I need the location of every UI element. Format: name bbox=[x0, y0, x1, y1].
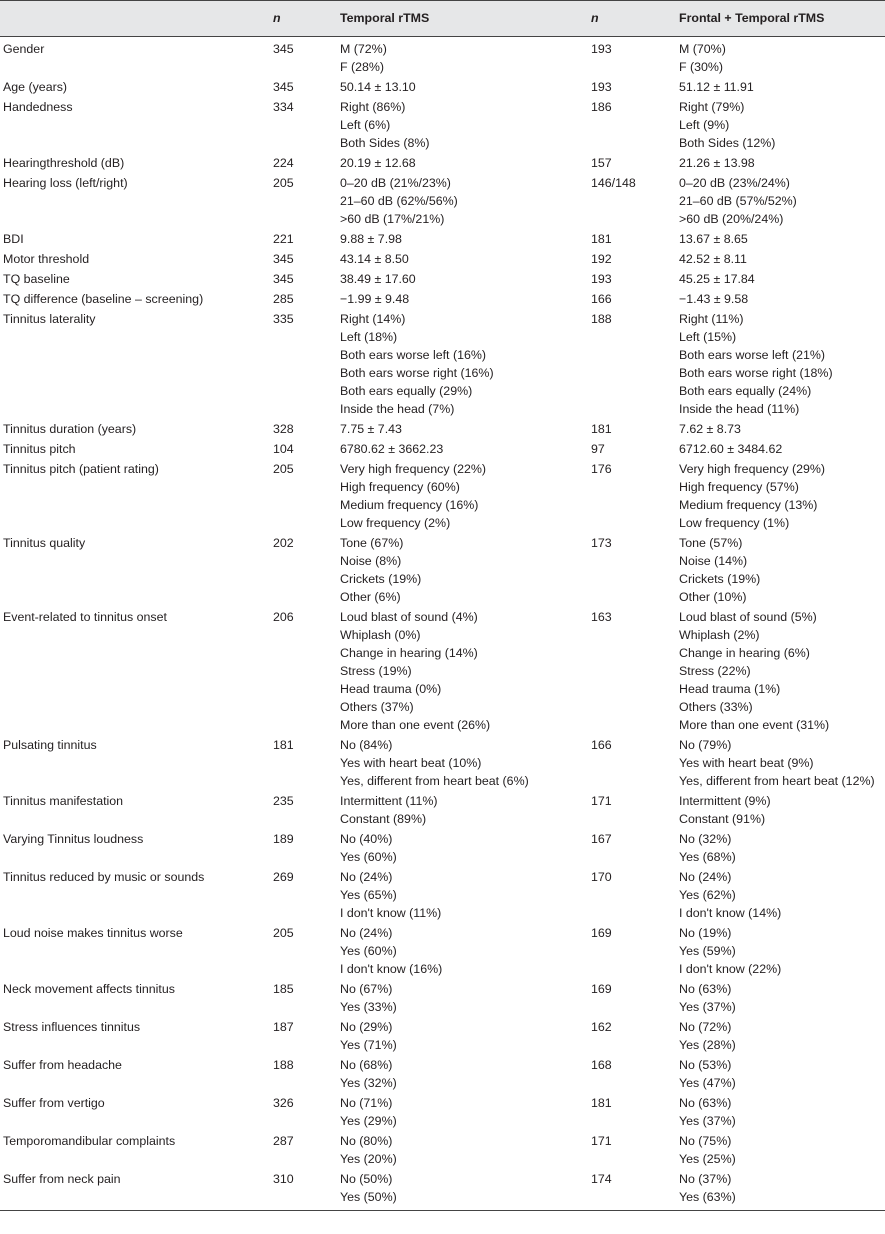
n-temporal: 287 bbox=[273, 1134, 294, 1148]
row-label: Tinnitus quality bbox=[3, 536, 86, 550]
frontal-temporal-values bbox=[676, 608, 885, 736]
value-line: Noise (14%) bbox=[679, 554, 748, 568]
value-line: >60 dB (17%/21%) bbox=[340, 212, 445, 226]
value-line: Yes (60%) bbox=[340, 850, 397, 864]
value-line: 20.19 ± 12.68 bbox=[340, 156, 416, 170]
temporal-values bbox=[337, 154, 588, 174]
n-temporal: 187 bbox=[273, 1020, 294, 1034]
n-temporal: 188 bbox=[273, 1058, 294, 1072]
temporal-values bbox=[337, 1018, 588, 1056]
value-line: Others (37%) bbox=[340, 700, 414, 714]
value-line: Head trauma (0%) bbox=[340, 682, 442, 696]
frontal-temporal-values bbox=[676, 736, 885, 792]
value-line: Whiplash (0%) bbox=[340, 628, 421, 642]
value-line: No (80%) bbox=[340, 1134, 393, 1148]
value-line: Intermittent (9%) bbox=[679, 794, 771, 808]
frontal-temporal-values bbox=[676, 174, 885, 230]
row-label: Tinnitus pitch (patient rating) bbox=[3, 462, 159, 476]
n-frontal-temporal: 166 bbox=[591, 738, 612, 752]
header-characteristic bbox=[0, 0, 270, 36]
value-line: Whiplash (2%) bbox=[679, 628, 760, 642]
value-line: Both ears equally (24%) bbox=[679, 384, 812, 398]
value-line: 6780.62 ± 3662.23 bbox=[340, 442, 444, 456]
value-line: Yes (59%) bbox=[679, 944, 736, 958]
value-line: High frequency (57%) bbox=[679, 480, 799, 494]
row-label: Neck movement affects tinnitus bbox=[3, 982, 175, 996]
value-line: Left (18%) bbox=[340, 330, 398, 344]
row-label: Hearingthreshold (dB) bbox=[3, 156, 125, 170]
value-line: 7.75 ± 7.43 bbox=[340, 422, 402, 436]
row-label: Suffer from neck pain bbox=[3, 1172, 121, 1186]
value-line: Loud blast of sound (5%) bbox=[679, 610, 817, 624]
value-line: 0–20 dB (21%/23%) bbox=[340, 176, 451, 190]
header-n-temporal: n bbox=[273, 11, 281, 25]
frontal-temporal-values bbox=[676, 1018, 885, 1056]
table-row bbox=[0, 1132, 885, 1170]
table-row bbox=[0, 1018, 885, 1056]
table-row bbox=[0, 830, 885, 868]
value-line: More than one event (26%) bbox=[340, 718, 491, 732]
row-label: Handedness bbox=[3, 100, 73, 114]
temporal-values bbox=[337, 792, 588, 830]
table-row bbox=[0, 980, 885, 1018]
table-row bbox=[0, 608, 885, 736]
value-line: Yes (63%) bbox=[679, 1190, 736, 1204]
row-label: Varying Tinnitus loudness bbox=[3, 832, 144, 846]
table-row bbox=[0, 250, 885, 270]
value-line: 21.26 ± 13.98 bbox=[679, 156, 755, 170]
table-row bbox=[0, 792, 885, 830]
n-temporal: 269 bbox=[273, 870, 294, 884]
value-line: High frequency (60%) bbox=[340, 480, 460, 494]
frontal-temporal-values bbox=[676, 924, 885, 980]
n-frontal-temporal: 193 bbox=[591, 272, 612, 286]
value-line: Tone (67%) bbox=[340, 536, 404, 550]
row-label: BDI bbox=[3, 232, 24, 246]
row-label: Hearing loss (left/right) bbox=[3, 176, 128, 190]
frontal-temporal-values bbox=[676, 868, 885, 924]
temporal-values bbox=[337, 250, 588, 270]
value-line: Other (6%) bbox=[340, 590, 401, 604]
table-row bbox=[0, 420, 885, 440]
value-line: Crickets (19%) bbox=[340, 572, 422, 586]
value-line: Low frequency (1%) bbox=[679, 516, 790, 530]
value-line: No (71%) bbox=[340, 1096, 393, 1110]
temporal-values bbox=[337, 230, 588, 250]
value-line: Yes (25%) bbox=[679, 1152, 736, 1166]
value-line: No (32%) bbox=[679, 832, 732, 846]
n-frontal-temporal: 181 bbox=[591, 1096, 612, 1110]
value-line: Constant (89%) bbox=[340, 812, 427, 826]
value-line: No (24%) bbox=[679, 870, 732, 884]
value-line: Tone (57%) bbox=[679, 536, 743, 550]
n-temporal: 202 bbox=[273, 536, 294, 550]
frontal-temporal-values bbox=[676, 230, 885, 250]
temporal-values bbox=[337, 608, 588, 736]
temporal-values bbox=[337, 290, 588, 310]
header-temporal-rtms: Temporal rTMS bbox=[340, 11, 430, 25]
row-label: Event-related to tinnitus onset bbox=[3, 610, 167, 624]
n-temporal: 334 bbox=[273, 100, 294, 114]
row-label: Tinnitus duration (years) bbox=[3, 422, 137, 436]
value-line: Yes (71%) bbox=[340, 1038, 397, 1052]
value-line: >60 dB (20%/24%) bbox=[679, 212, 784, 226]
n-frontal-temporal: 97 bbox=[591, 442, 605, 456]
value-line: Right (79%) bbox=[679, 100, 745, 114]
temporal-values bbox=[337, 1132, 588, 1170]
temporal-values bbox=[337, 36, 588, 78]
value-line: M (72%) bbox=[340, 42, 387, 56]
n-temporal: 206 bbox=[273, 610, 294, 624]
value-line: 7.62 ± 8.73 bbox=[679, 422, 741, 436]
value-line: Yes (32%) bbox=[340, 1076, 397, 1090]
n-temporal: 221 bbox=[273, 232, 294, 246]
table-row bbox=[0, 460, 885, 534]
value-line: Stress (19%) bbox=[340, 664, 412, 678]
frontal-temporal-values bbox=[676, 1170, 885, 1208]
value-line: F (30%) bbox=[679, 60, 724, 74]
row-label: Loud noise makes tinnitus worse bbox=[3, 926, 183, 940]
temporal-values bbox=[337, 1056, 588, 1094]
value-line: Very high frequency (22%) bbox=[340, 462, 487, 476]
n-frontal-temporal: 193 bbox=[591, 80, 612, 94]
value-line: Very high frequency (29%) bbox=[679, 462, 826, 476]
value-line: F (28%) bbox=[340, 60, 385, 74]
row-label: TQ baseline bbox=[3, 272, 70, 286]
value-line: Both ears worse left (16%) bbox=[340, 348, 486, 362]
row-label: Age (years) bbox=[3, 80, 68, 94]
frontal-temporal-values bbox=[676, 1132, 885, 1170]
row-label: Temporomandibular complaints bbox=[3, 1134, 176, 1148]
table-row bbox=[0, 924, 885, 980]
frontal-temporal-values bbox=[676, 792, 885, 830]
n-frontal-temporal: 171 bbox=[591, 1134, 612, 1148]
n-frontal-temporal: 166 bbox=[591, 292, 612, 306]
frontal-temporal-values bbox=[676, 830, 885, 868]
value-line: 13.67 ± 8.65 bbox=[679, 232, 748, 246]
table-row bbox=[0, 1056, 885, 1094]
temporal-values bbox=[337, 460, 588, 534]
table-row bbox=[0, 736, 885, 792]
value-line: Left (9%) bbox=[679, 118, 730, 132]
value-line: 51.12 ± 11.91 bbox=[679, 80, 754, 94]
value-line: No (24%) bbox=[340, 870, 393, 884]
frontal-temporal-values bbox=[676, 290, 885, 310]
frontal-temporal-values bbox=[676, 440, 885, 460]
n-temporal: 335 bbox=[273, 312, 294, 326]
value-line: Both ears equally (29%) bbox=[340, 384, 473, 398]
table-row bbox=[0, 230, 885, 250]
table-row bbox=[0, 270, 885, 290]
row-label: Stress influences tinnitus bbox=[3, 1020, 141, 1034]
row-label: Tinnitus reduced by music or sounds bbox=[3, 870, 205, 884]
value-line: Yes (20%) bbox=[340, 1152, 397, 1166]
value-line: More than one event (31%) bbox=[679, 718, 830, 732]
value-line: Right (14%) bbox=[340, 312, 406, 326]
n-temporal: 205 bbox=[273, 176, 294, 190]
row-label: Motor threshold bbox=[3, 252, 90, 266]
value-line: 6712.60 ± 3484.62 bbox=[679, 442, 783, 456]
header-n-frontal-temporal: n bbox=[591, 11, 599, 25]
table-row bbox=[0, 290, 885, 310]
n-frontal-temporal: 174 bbox=[591, 1172, 612, 1186]
frontal-temporal-values bbox=[676, 270, 885, 290]
value-line: 38.49 ± 17.60 bbox=[340, 272, 416, 286]
value-line: Intermittent (11%) bbox=[340, 794, 438, 808]
value-line: No (72%) bbox=[679, 1020, 732, 1034]
temporal-values bbox=[337, 868, 588, 924]
n-temporal: 205 bbox=[273, 462, 294, 476]
value-line: 43.14 ± 8.50 bbox=[340, 252, 409, 266]
value-line: I don't know (11%) bbox=[340, 906, 442, 920]
value-line: Yes (37%) bbox=[679, 1114, 736, 1128]
table-row bbox=[0, 78, 885, 98]
n-temporal: 326 bbox=[273, 1096, 294, 1110]
n-temporal: 181 bbox=[273, 738, 294, 752]
temporal-values bbox=[337, 736, 588, 792]
table-row bbox=[0, 98, 885, 154]
n-frontal-temporal: 146/148 bbox=[591, 176, 636, 190]
value-line: Yes (28%) bbox=[679, 1038, 736, 1052]
temporal-values bbox=[337, 310, 588, 420]
value-line: Right (86%) bbox=[340, 100, 406, 114]
row-label: Suffer from vertigo bbox=[3, 1096, 105, 1110]
temporal-values bbox=[337, 98, 588, 154]
value-line: Yes (65%) bbox=[340, 888, 397, 902]
frontal-temporal-values bbox=[676, 154, 885, 174]
value-line: Yes (50%) bbox=[340, 1190, 397, 1204]
value-line: −1.43 ± 9.58 bbox=[679, 292, 749, 306]
value-line: Both ears worse right (18%) bbox=[679, 366, 833, 380]
value-line: Constant (91%) bbox=[679, 812, 766, 826]
n-temporal: 345 bbox=[273, 80, 294, 94]
frontal-temporal-values bbox=[676, 460, 885, 534]
n-frontal-temporal: 170 bbox=[591, 870, 612, 884]
temporal-values bbox=[337, 270, 588, 290]
n-frontal-temporal: 157 bbox=[591, 156, 612, 170]
n-frontal-temporal: 171 bbox=[591, 794, 612, 808]
value-line: Both Sides (8%) bbox=[340, 136, 430, 150]
value-line: No (75%) bbox=[679, 1134, 732, 1148]
bottom-rule bbox=[0, 1210, 885, 1211]
n-temporal: 345 bbox=[273, 252, 294, 266]
value-line: No (63%) bbox=[679, 982, 732, 996]
n-temporal: 345 bbox=[273, 42, 294, 56]
n-temporal: 285 bbox=[273, 292, 294, 306]
n-temporal: 310 bbox=[273, 1172, 294, 1186]
value-line: Both Sides (12%) bbox=[679, 136, 776, 150]
value-line: Inside the head (7%) bbox=[340, 402, 455, 416]
value-line: Low frequency (2%) bbox=[340, 516, 451, 530]
frontal-temporal-values bbox=[676, 1094, 885, 1132]
value-line: I don't know (22%) bbox=[679, 962, 782, 976]
n-temporal: 205 bbox=[273, 926, 294, 940]
n-temporal: 189 bbox=[273, 832, 294, 846]
n-frontal-temporal: 192 bbox=[591, 252, 612, 266]
n-frontal-temporal: 167 bbox=[591, 832, 612, 846]
n-frontal-temporal: 181 bbox=[591, 422, 612, 436]
value-line: I don't know (14%) bbox=[679, 906, 782, 920]
temporal-values bbox=[337, 830, 588, 868]
row-label: Tinnitus manifestation bbox=[3, 794, 124, 808]
frontal-temporal-values bbox=[676, 534, 885, 608]
table-row bbox=[0, 310, 885, 420]
n-frontal-temporal: 181 bbox=[591, 232, 612, 246]
value-line: No (24%) bbox=[340, 926, 393, 940]
table-row bbox=[0, 534, 885, 608]
value-line: Left (15%) bbox=[679, 330, 737, 344]
value-line: No (68%) bbox=[340, 1058, 393, 1072]
value-line: 21–60 dB (57%/52%) bbox=[679, 194, 797, 208]
value-line: No (67%) bbox=[340, 982, 393, 996]
value-line: Change in hearing (14%) bbox=[340, 646, 478, 660]
n-frontal-temporal: 186 bbox=[591, 100, 612, 114]
value-line: Inside the head (11%) bbox=[679, 402, 800, 416]
temporal-values bbox=[337, 78, 588, 98]
value-line: M (70%) bbox=[679, 42, 726, 56]
value-line: Yes (68%) bbox=[679, 850, 736, 864]
value-line: No (84%) bbox=[340, 738, 393, 752]
row-label: Tinnitus laterality bbox=[3, 312, 96, 326]
table-row bbox=[0, 1170, 885, 1208]
n-frontal-temporal: 173 bbox=[591, 536, 612, 550]
value-line: Crickets (19%) bbox=[679, 572, 761, 586]
n-frontal-temporal: 169 bbox=[591, 982, 612, 996]
value-line: Yes (33%) bbox=[340, 1000, 397, 1014]
value-line: Left (6%) bbox=[340, 118, 391, 132]
n-frontal-temporal: 162 bbox=[591, 1020, 612, 1034]
value-line: 50.14 ± 13.10 bbox=[340, 80, 416, 94]
n-temporal: 328 bbox=[273, 422, 294, 436]
value-line: 0–20 dB (23%/24%) bbox=[679, 176, 790, 190]
value-line: No (79%) bbox=[679, 738, 732, 752]
value-line: Yes, different from heart beat (12%) bbox=[679, 774, 875, 788]
value-line: Yes (60%) bbox=[340, 944, 397, 958]
table-body bbox=[0, 36, 885, 1208]
value-line: Right (11%) bbox=[679, 312, 744, 326]
value-line: Other (10%) bbox=[679, 590, 747, 604]
frontal-temporal-values bbox=[676, 98, 885, 154]
row-label: Tinnitus pitch bbox=[3, 442, 76, 456]
value-line: Others (33%) bbox=[679, 700, 753, 714]
value-line: No (63%) bbox=[679, 1096, 732, 1110]
value-line: 45.25 ± 17.84 bbox=[679, 272, 755, 286]
frontal-temporal-values bbox=[676, 980, 885, 1018]
n-frontal-temporal: 168 bbox=[591, 1058, 612, 1072]
frontal-temporal-values bbox=[676, 1056, 885, 1094]
value-line: 9.88 ± 7.98 bbox=[340, 232, 402, 246]
value-line: Yes (37%) bbox=[679, 1000, 736, 1014]
value-line: 21–60 dB (62%/56%) bbox=[340, 194, 458, 208]
value-line: No (53%) bbox=[679, 1058, 732, 1072]
row-label: Suffer from headache bbox=[3, 1058, 122, 1072]
frontal-temporal-values bbox=[676, 420, 885, 440]
frontal-temporal-values bbox=[676, 36, 885, 78]
temporal-values bbox=[337, 174, 588, 230]
value-line: Change in hearing (6%) bbox=[679, 646, 810, 660]
table-row bbox=[0, 440, 885, 460]
value-line: Head trauma (1%) bbox=[679, 682, 781, 696]
value-line: No (50%) bbox=[340, 1172, 393, 1186]
n-temporal: 345 bbox=[273, 272, 294, 286]
value-line: No (40%) bbox=[340, 832, 393, 846]
value-line: Yes with heart beat (10%) bbox=[340, 756, 482, 770]
n-frontal-temporal: 188 bbox=[591, 312, 612, 326]
value-line: Loud blast of sound (4%) bbox=[340, 610, 478, 624]
frontal-temporal-values bbox=[676, 310, 885, 420]
n-frontal-temporal: 176 bbox=[591, 462, 612, 476]
frontal-temporal-values bbox=[676, 250, 885, 270]
temporal-values bbox=[337, 440, 588, 460]
value-line: Yes (62%) bbox=[679, 888, 736, 902]
temporal-values bbox=[337, 1094, 588, 1132]
value-line: Stress (22%) bbox=[679, 664, 751, 678]
table-row bbox=[0, 36, 885, 78]
value-line: No (37%) bbox=[679, 1172, 732, 1186]
row-label: TQ difference (baseline – screening) bbox=[3, 292, 204, 306]
header-row bbox=[0, 0, 885, 36]
value-line: Yes (47%) bbox=[679, 1076, 736, 1090]
n-frontal-temporal: 169 bbox=[591, 926, 612, 940]
value-line: Both ears worse right (16%) bbox=[340, 366, 494, 380]
temporal-values bbox=[337, 980, 588, 1018]
value-line: Noise (8%) bbox=[340, 554, 402, 568]
table-row bbox=[0, 174, 885, 230]
frontal-temporal-values bbox=[676, 78, 885, 98]
value-line: Yes (29%) bbox=[340, 1114, 397, 1128]
n-temporal: 224 bbox=[273, 156, 294, 170]
value-line: Medium frequency (13%) bbox=[679, 498, 818, 512]
table-row bbox=[0, 868, 885, 924]
row-label: Pulsating tinnitus bbox=[3, 738, 97, 752]
value-line: I don't know (16%) bbox=[340, 962, 443, 976]
temporal-values bbox=[337, 420, 588, 440]
n-temporal: 104 bbox=[273, 442, 294, 456]
value-line: Yes, different from heart beat (6%) bbox=[340, 774, 529, 788]
value-line: Yes with heart beat (9%) bbox=[679, 756, 814, 770]
table-row bbox=[0, 1094, 885, 1132]
value-line: Medium frequency (16%) bbox=[340, 498, 479, 512]
value-line: No (19%) bbox=[679, 926, 732, 940]
row-label: Gender bbox=[3, 42, 45, 56]
n-frontal-temporal: 193 bbox=[591, 42, 612, 56]
temporal-values bbox=[337, 534, 588, 608]
n-temporal: 235 bbox=[273, 794, 294, 808]
value-line: 42.52 ± 8.11 bbox=[679, 252, 747, 266]
n-frontal-temporal: 163 bbox=[591, 610, 612, 624]
n-temporal: 185 bbox=[273, 982, 294, 996]
temporal-values bbox=[337, 924, 588, 980]
table-row bbox=[0, 154, 885, 174]
value-line: −1.99 ± 9.48 bbox=[340, 292, 410, 306]
temporal-values bbox=[337, 1170, 588, 1208]
header-frontal-temporal-rtms: Frontal + Temporal rTMS bbox=[679, 11, 825, 25]
value-line: Both ears worse left (21%) bbox=[679, 348, 825, 362]
value-line: No (29%) bbox=[340, 1020, 393, 1034]
